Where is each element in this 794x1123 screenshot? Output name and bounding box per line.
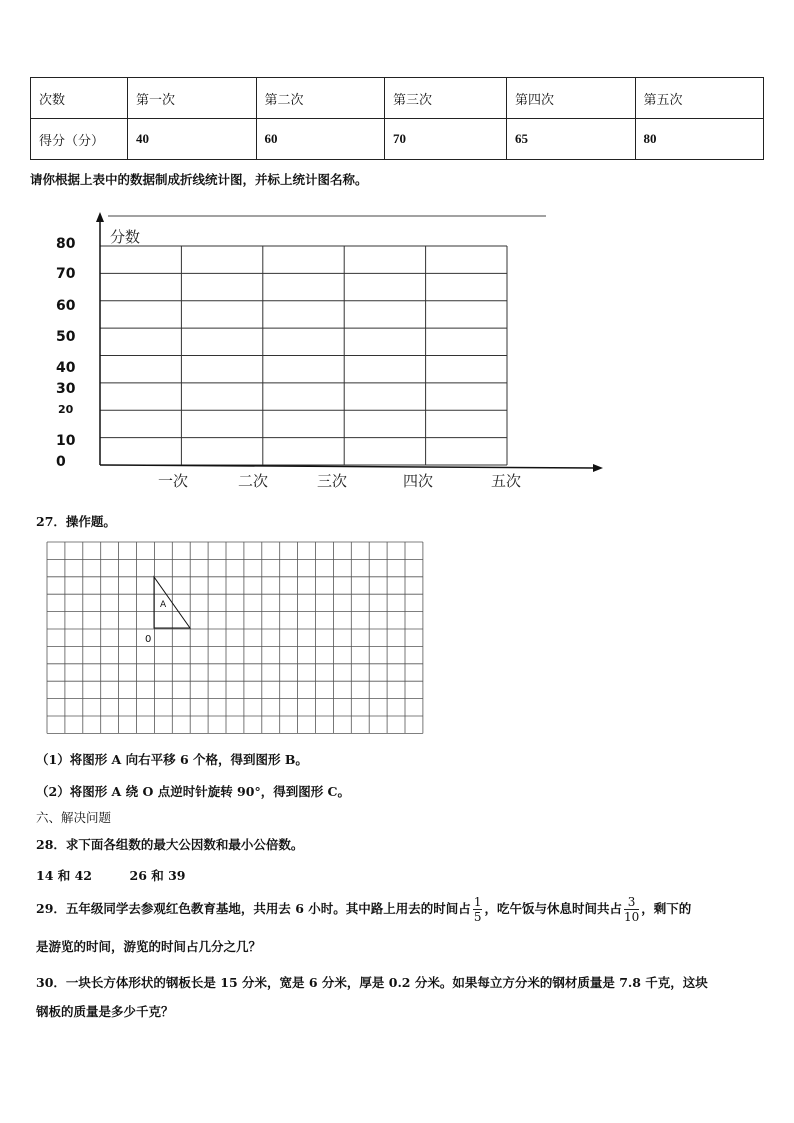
q28-text: 28．求下面各组数的最大公因数和最小公倍数。 [36, 837, 304, 852]
x-tick-label: 四次 [402, 472, 434, 490]
table-cell: 60 [256, 119, 385, 160]
table-cell: 第一次 [128, 78, 257, 119]
section-heading: 六、解决问题 [36, 810, 112, 825]
table-header-row [31, 78, 764, 119]
x-tick-labels [158, 472, 521, 490]
fraction-denominator: 5 [473, 910, 482, 924]
x-tick-label: 二次 [237, 472, 269, 490]
y-tick-label: 20 [58, 403, 74, 416]
fraction-numerator: 1 [473, 895, 482, 909]
q27-title: 27．操作题。 [36, 514, 116, 529]
fraction-one-fifth [473, 895, 483, 924]
q27-sub2: （2）将图形 A 绕 O 点逆时针旋转 90°，得到图形 C。 [36, 784, 350, 799]
instruction-text: 请你根据上表中的数据制成折线统计图，并标上统计图名称。 [30, 172, 368, 187]
q27-sub1: （1）将图形 A 向右平移 6 个格，得到图形 B。 [36, 752, 308, 767]
y-tick-label: 80 [56, 236, 76, 252]
point-o-label: 0 [145, 634, 152, 645]
table-cell: 第三次 [385, 78, 507, 119]
table-cell: 次数 [31, 78, 128, 119]
y-tick-label: 60 [56, 298, 76, 314]
x-tick-label: 一次 [157, 472, 189, 490]
q29-line1 [36, 895, 691, 924]
fraction-numerator: 3 [624, 895, 639, 910]
y-axis-arrow-icon [96, 212, 104, 222]
table-cell: 第二次 [256, 78, 385, 119]
y-axis-label: 分数 [110, 228, 141, 246]
q29-part1: 29．五年级同学去参观红色教育基地，共用去 6 小时。其中路上用去的时间占 [36, 901, 471, 916]
x-tick-label: 五次 [490, 472, 522, 490]
q28-pairs: 14 和 42 26 和 39 [36, 868, 186, 883]
shape-a-label: A [160, 600, 167, 610]
y-tick-label: 70 [56, 266, 76, 282]
y-tick-labels [56, 236, 76, 470]
y-tick-label: 30 [56, 381, 76, 397]
q29-part3: ，剩下的 [641, 901, 692, 916]
table-cell: 70 [385, 119, 507, 160]
table-row [31, 119, 764, 160]
table-cell: 得分（分） [31, 119, 128, 160]
fraction-denominator: 10 [623, 910, 640, 924]
blank-line-chart [0, 200, 794, 500]
y-tick-label: 0 [56, 454, 66, 470]
q29-line2: 是游览的时间，游览的时间占几分之几？ [36, 939, 262, 954]
fraction-three-tenths [624, 895, 639, 924]
chart-grid [100, 246, 507, 465]
x-axis-arrow-icon [593, 464, 603, 472]
q30-line2: 钢板的质量是多少千克？ [36, 1004, 174, 1019]
table-cell: 80 [635, 119, 764, 160]
table-cell: 65 [507, 119, 636, 160]
score-table [30, 77, 764, 160]
grid-lines [47, 542, 423, 733]
table-cell: 第四次 [507, 78, 636, 119]
y-tick-label: 10 [56, 433, 76, 449]
q30-line1: 30．一块长方体形状的钢板长是 15 分米，宽是 6 分米，厚是 0.2 分米。如果每立方分米的钢材质量是 7.8 千克，这块 [36, 975, 708, 990]
y-tick-label: 50 [56, 329, 76, 345]
operation-grid[interactable] [46, 541, 426, 736]
y-tick-label: 40 [56, 360, 76, 376]
q29-part2: ，吃午饭与休息时间共占 [484, 901, 622, 916]
table-cell: 40 [128, 119, 257, 160]
table-cell: 第五次 [635, 78, 764, 119]
x-tick-label: 三次 [316, 472, 348, 490]
